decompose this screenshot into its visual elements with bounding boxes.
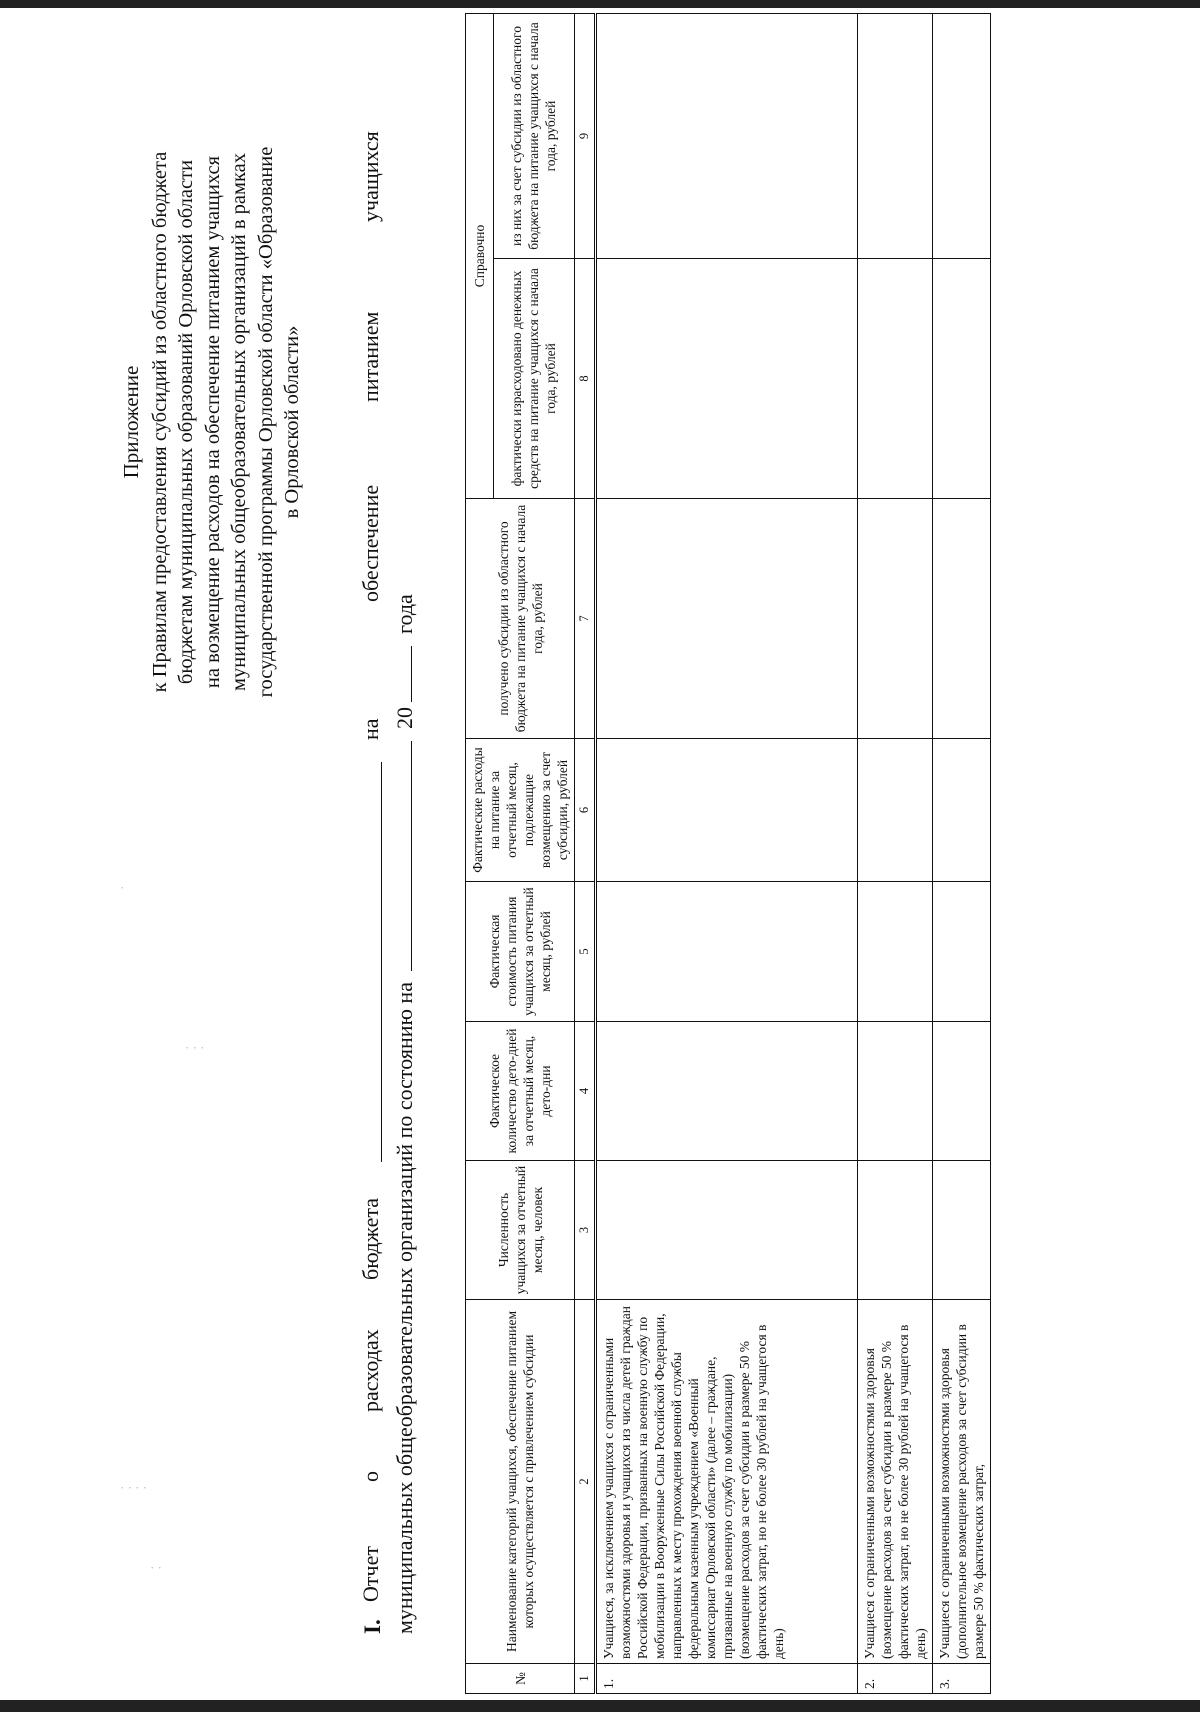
title-word-budget: бюджета: [358, 1197, 383, 1280]
cell-empty: [596, 499, 858, 739]
appendix-line-3: на возмещение расходов на обеспечение питанием учащихся: [201, 155, 224, 689]
cell-empty: [596, 1022, 858, 1161]
title-word-provision: обеспечение: [358, 484, 383, 602]
col-header-spent-subsidy: из них за счет субсидии из областного бюджета на питание учащихся с начала года, рублей: [493, 13, 574, 258]
cell-empty: [596, 1161, 858, 1300]
title-word-na: на: [358, 718, 383, 740]
appendix-line-1: к Правилам предоставления субсидий из областного бюджета: [148, 151, 171, 693]
row-category: Учащиеся, за исключением учащихся с ограниченными возможностями здоровья и учащихся из числа детей граждан Российской Федерации, призванных на военную службу по мобилизации в Вооруженные Силы Российской Федерации, направленных к месту прохождения военной службы федеральным казенным учреждением «Военный комиссариат Орловской области» (далее – граждане, призванные на военную службу по мобилизации) (возмещение расходов за счет субсидии в размере 50 % фактических затрат, но не более 30 рублей на учащегося в день): [596, 1300, 858, 1664]
col-header-reference-group: Справочно: [466, 13, 494, 498]
row-index: 3.: [933, 1664, 991, 1694]
cell-empty: [933, 882, 991, 1022]
title-word-nutrition: питанием: [358, 311, 383, 402]
title-word-o: о: [358, 1471, 383, 1482]
appendix-line-5: государственной программы Орловской области «Образование: [254, 146, 277, 698]
title-word-students: учащихся: [358, 131, 383, 222]
appendix-line-4: муниципальных общеобразовательных организаций в рамках: [228, 153, 250, 691]
cell-empty: [596, 882, 858, 1022]
scan-noise-2: · ·: [150, 1560, 162, 1575]
section-number: I.: [360, 1619, 385, 1634]
year-suffix: года: [392, 594, 417, 635]
column-number-5: 5: [575, 882, 596, 1022]
row-index: 1.: [596, 1664, 858, 1694]
col-header-child-days: Фактическое количество дето-дней за отчетный месяц, дето-дни: [466, 1022, 575, 1161]
scan-noise-4: ·: [120, 880, 125, 895]
column-number-4: 4: [575, 1022, 596, 1161]
column-number-8: 8: [575, 259, 596, 499]
cell-empty: [858, 499, 933, 739]
table-row: [596, 13, 858, 1693]
col-header-students-count: Численность учащихся за отчетный месяц, человек: [466, 1161, 575, 1300]
report-table: [465, 13, 991, 1694]
table-row: [858, 13, 933, 1693]
col-header-spent-total: фактически израсходовано денежных средств на питание учащихся с начала года, рублей: [493, 259, 574, 499]
cell-empty: [933, 13, 991, 258]
cell-empty: [933, 739, 991, 882]
scan-noise-3: · · ·: [185, 1040, 205, 1055]
column-number-9: 9: [575, 13, 596, 258]
budget-name-blank: [381, 762, 382, 1162]
cell-empty: [596, 13, 858, 258]
col-header-actual-cost: Фактическая стоимость питания учащихся за отчетный месяц, рублей: [466, 882, 575, 1022]
appendix-line-6: в Орловской области»: [281, 325, 303, 519]
row-category: Учащиеся с ограниченными возможностями здоровья (дополнительное возмещение расходов за счет субсидии в размере 50 % фактических затрат,: [933, 1300, 991, 1664]
date-blank: [411, 741, 412, 971]
table-row: [933, 13, 991, 1693]
cell-empty: [596, 739, 858, 882]
cell-empty: [858, 739, 933, 882]
row-index: 2.: [858, 1664, 933, 1694]
title-word-expenses: расходах: [358, 1329, 383, 1412]
column-number-3: 3: [575, 1161, 596, 1300]
column-number-6: 6: [575, 739, 596, 882]
cell-empty: [933, 1022, 991, 1161]
column-number-2: 2: [575, 1300, 596, 1664]
year-prefix: 20: [392, 707, 417, 730]
title-word-report: Отчет: [358, 1546, 383, 1602]
column-number-1: 1: [575, 1664, 596, 1694]
cell-empty: [858, 882, 933, 1022]
cell-empty: [858, 1022, 933, 1161]
year-blank: [411, 646, 412, 702]
col-header-actual-expenses: Фактические расходы на питание за отчетный месяц, подлежащие возмещению за счет субсидии, рублей: [466, 739, 575, 882]
column-number-row: [575, 13, 596, 1693]
appendix-block: [118, 62, 306, 782]
scan-noise-1: · · · ·: [120, 1480, 148, 1495]
header-row-1: [466, 13, 494, 1693]
column-number-7: 7: [575, 499, 596, 739]
cell-empty: [858, 1161, 933, 1300]
col-header-category: Наименование категорий учащихся, обеспечение питанием которых осуществляется с привлечением субсидии: [466, 1300, 575, 1664]
cell-empty: [933, 259, 991, 499]
report-title-line-2: [392, 594, 418, 1634]
col-header-subsidy-received: получено субсидии из областного бюджета на питание учащихся с начала года, рублей: [466, 499, 575, 739]
cell-empty: [858, 259, 933, 499]
cell-empty: [596, 259, 858, 499]
appendix-line-2: бюджетам муниципальных образований Орловской области: [175, 159, 197, 685]
cell-empty: [933, 1161, 991, 1300]
cell-empty: [933, 499, 991, 739]
appendix-label: Приложение: [119, 365, 143, 479]
col-header-number: №: [466, 1664, 575, 1694]
row-category: Учащиеся с ограниченными возможностями здоровья (возмещение расходов за счет субсидии в размере 50 % фактических затрат, но не более 30 рублей на учащегося в день): [858, 1300, 933, 1664]
cell-empty: [858, 13, 933, 258]
title-line2-text: муниципальных общеобразовательных организаций по состоянию на: [392, 982, 417, 1634]
